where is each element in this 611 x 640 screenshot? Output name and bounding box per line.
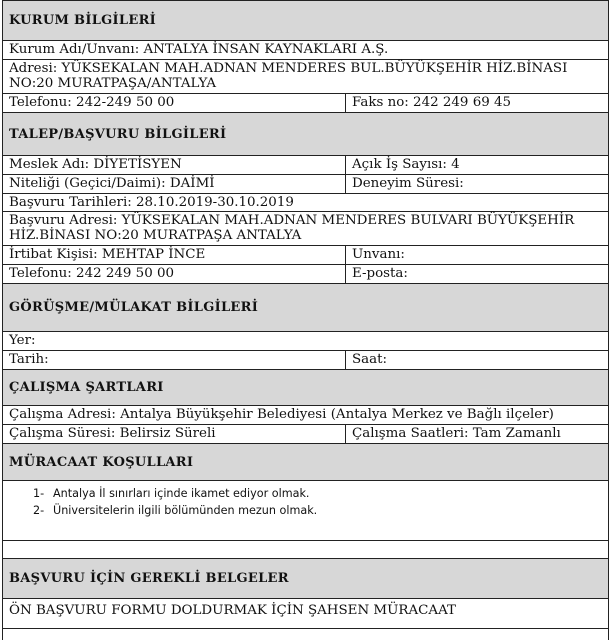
section-header-gorusme <box>3 283 608 331</box>
gorusme-saat: Saat: <box>345 351 608 369</box>
meslek-row <box>3 155 608 174</box>
basvuru-tarihleri: Başvuru Tarihleri: 28.10.2019-30.10.2019 <box>9 195 294 210</box>
irtibat-kisisi: İrtibat Kişisi: MEHTAP İNCE <box>9 247 206 262</box>
section-title: ÇALIŞMA ŞARTLARI <box>9 380 164 395</box>
calisma-sure-row <box>3 424 608 443</box>
nitelik-row <box>3 174 608 193</box>
kurum-adres: Adresi: YÜKSEKALAN MAH.ADNAN MENDERES BUL.BÜYÜKŞEHİR HİZ.BİNASI NO:20 MURATPAŞA/ANTALYA <box>9 61 568 91</box>
basvuru-tarihleri-row <box>3 193 608 211</box>
talep-iletisim-row <box>3 264 608 283</box>
section-header-belgeler <box>3 558 608 598</box>
section-header-kurum <box>3 0 608 40</box>
conditions-list <box>3 481 608 519</box>
talep-eposta: E-posta: <box>345 265 608 283</box>
basvuru-adresi-row <box>3 211 608 245</box>
meslek-adi: Meslek Adı: DİYETİSYEN <box>9 157 182 172</box>
gorusme-tarih: Tarih: <box>9 352 49 367</box>
section-header-muracaat <box>3 443 608 480</box>
basvuru-adresi: Başvuru Adresi: YÜKSEKALAN MAH.ADNAN MENDERES BULVARI BÜYÜKŞEHİR HİZ.BİNASI NO:20 MURATPAŞA ANTALYA <box>9 213 575 243</box>
list-item <box>33 502 608 519</box>
section-title: GÖRÜŞME/MÜLAKAT BİLGİLERİ <box>9 300 259 315</box>
kurum-adres-row <box>3 59 608 93</box>
list-item-text: Antalya İl sınırları içinde ikamet ediyor olmak. <box>53 487 310 500</box>
list-item-number: 2- <box>33 504 45 517</box>
kurum-telefon: Telefonu: 242-249 50 00 <box>9 95 175 110</box>
deneyim-suresi: Deneyim Süresi: <box>345 175 608 193</box>
kurum-adi-row <box>3 40 608 59</box>
niteligi: Niteliği (Geçici/Daimi): DAİMİ <box>9 176 215 191</box>
list-item-text: Üniversitelerin ilgili bölümünden mezun olmak. <box>53 504 318 517</box>
belgeler-text: ÖN BAŞVURU FORMU DOLDURMAK İÇİN ŞAHSEN MÜRACAAT <box>9 603 456 618</box>
calisma-saatleri: Çalışma Saatleri: Tam Zamanlı <box>345 425 608 443</box>
section-header-talep <box>3 112 608 155</box>
section-title: TALEP/BAŞVURU BİLGİLERİ <box>9 126 227 142</box>
empty-row <box>3 540 608 558</box>
list-item-number: 1- <box>33 487 45 500</box>
section-header-calisma <box>3 369 608 405</box>
yer-row <box>3 331 608 350</box>
section-title: BAŞVURU İÇİN GEREKLİ BELGELER <box>9 571 289 586</box>
divider <box>3 628 608 629</box>
calisma-suresi: Çalışma Süresi: Belirsiz Süreli <box>9 426 216 441</box>
unvani: Unvanı: <box>345 246 608 264</box>
irtibat-row <box>3 245 608 264</box>
gorusme-yer: Yer: <box>9 333 36 348</box>
kurum-iletisim-row <box>3 93 608 112</box>
job-posting-form <box>2 0 609 640</box>
talep-telefon: Telefonu: 242 249 50 00 <box>9 266 175 281</box>
kurum-adi: Kurum Adı/Unvanı: ANTALYA İNSAN KAYNAKLARI A.Ş. <box>9 42 389 57</box>
muracaat-conditions <box>3 480 608 540</box>
calisma-adresi: Çalışma Adresi: Antalya Büyükşehir Belediyesi (Antalya Merkez ve Bağlı ilçeler) <box>9 407 554 422</box>
calisma-adresi-row <box>3 405 608 424</box>
section-title: MÜRACAAT KOŞULLARI <box>9 454 194 470</box>
list-item <box>33 485 608 502</box>
section-title: KURUM BİLGİLERİ <box>9 13 157 28</box>
acik-is-sayisi: Açık İş Sayısı: 4 <box>345 156 608 174</box>
belgeler-row <box>3 598 608 628</box>
kurum-faks: Faks no: 242 249 69 45 <box>345 94 608 112</box>
tarih-saat-row <box>3 350 608 369</box>
